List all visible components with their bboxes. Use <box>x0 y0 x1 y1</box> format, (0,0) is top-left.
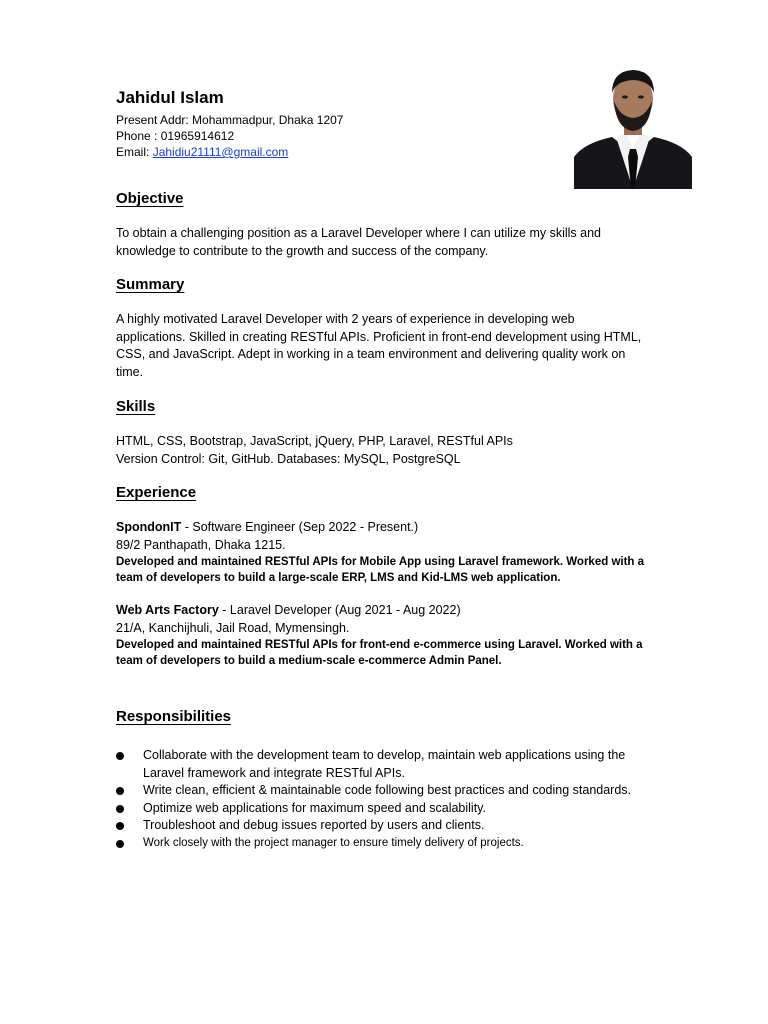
list-item <box>116 817 656 835</box>
email-line <box>116 144 288 160</box>
candidate-name: Jahidul Islam <box>116 88 224 107</box>
phone-number: Phone : 01965914612 <box>116 129 235 143</box>
bullet-icon <box>116 752 124 760</box>
bullet-icon <box>116 822 124 830</box>
email-link[interactable]: Jahidiu21111@gmail.com <box>152 145 289 159</box>
responsibilities-list <box>116 747 656 852</box>
list-item <box>116 835 656 853</box>
list-item <box>116 800 656 818</box>
responsibilities-heading: Responsibilities <box>116 708 232 725</box>
responsibility-text: Work closely with the project manager to ensure timely delivery of projects. <box>143 836 524 849</box>
list-item <box>116 782 656 800</box>
company-name: SpondonIT <box>116 520 182 534</box>
present-address: Present Addr: Mohammadpur, Dhaka 1207 <box>116 113 344 127</box>
job-title-line <box>116 519 646 537</box>
responsibility-text: Write clean, efficient & maintainable code following best practices and coding standards. <box>143 783 632 797</box>
experience-heading: Experience <box>116 484 197 501</box>
job-title-line <box>116 602 646 620</box>
skills-heading: Skills <box>116 398 156 415</box>
responsibility-text: Optimize web applications for maximum speed and scalability. <box>143 800 486 815</box>
bullet-icon <box>116 787 124 795</box>
job-address: 89/2 Panthapath, Dhaka 1215. <box>116 538 286 552</box>
job-description: Developed and maintained RESTful APIs for Mobile App using Laravel framework. Worked with a team of developers to build a large-scale ERP, LMS and Kid-LMS web application. <box>116 556 645 584</box>
profile-photo <box>574 57 692 189</box>
job-description: Developed and maintained RESTful APIs for front-end e-commerce using Laravel. Worked with a team of developers to build a medium-scale e-commerce Admin Panel. <box>116 639 643 667</box>
job-role: - Laravel Developer (Aug 2021 - Aug 2022) <box>218 603 461 617</box>
objective-text: To obtain a challenging position as a Laravel Developer where I can utilize my skills and knowledge to contribute to the growth and success of the company. <box>116 226 601 258</box>
email-label: Email: <box>116 145 153 159</box>
responsibility-text: Collaborate with the development team to develop, maintain web applications using the Laravel framework and integrate RESTful APIs. <box>143 748 626 780</box>
company-name: Web Arts Factory <box>116 603 219 617</box>
list-item <box>116 747 656 782</box>
skills-line-1: HTML, CSS, Bootstrap, JavaScript, jQuery, PHP, Laravel, RESTful APIs <box>116 434 513 448</box>
job-address: 21/A, Kanchijhuli, Jail Road, Mymensingh. <box>116 621 350 635</box>
skills-line-2: Version Control: Git, GitHub. Databases: MySQL, PostgreSQL <box>116 452 461 466</box>
bullet-icon <box>116 840 124 848</box>
responsibility-text: Troubleshoot and debug issues reported by users and clients. <box>143 818 485 832</box>
summary-heading: Summary <box>116 276 185 293</box>
objective-heading: Objective <box>116 190 184 207</box>
job-role: - Software Engineer (Sep 2022 - Present.) <box>181 520 419 534</box>
summary-text: A highly motivated Laravel Developer with 2 years of experience in developing web applications. Skilled in creating RESTful APIs. Proficient in front-end development using HTML, CSS, and JavaScript. Adept in working in a team environment and delivering quality work on time. <box>116 312 642 379</box>
bullet-icon <box>116 805 124 813</box>
